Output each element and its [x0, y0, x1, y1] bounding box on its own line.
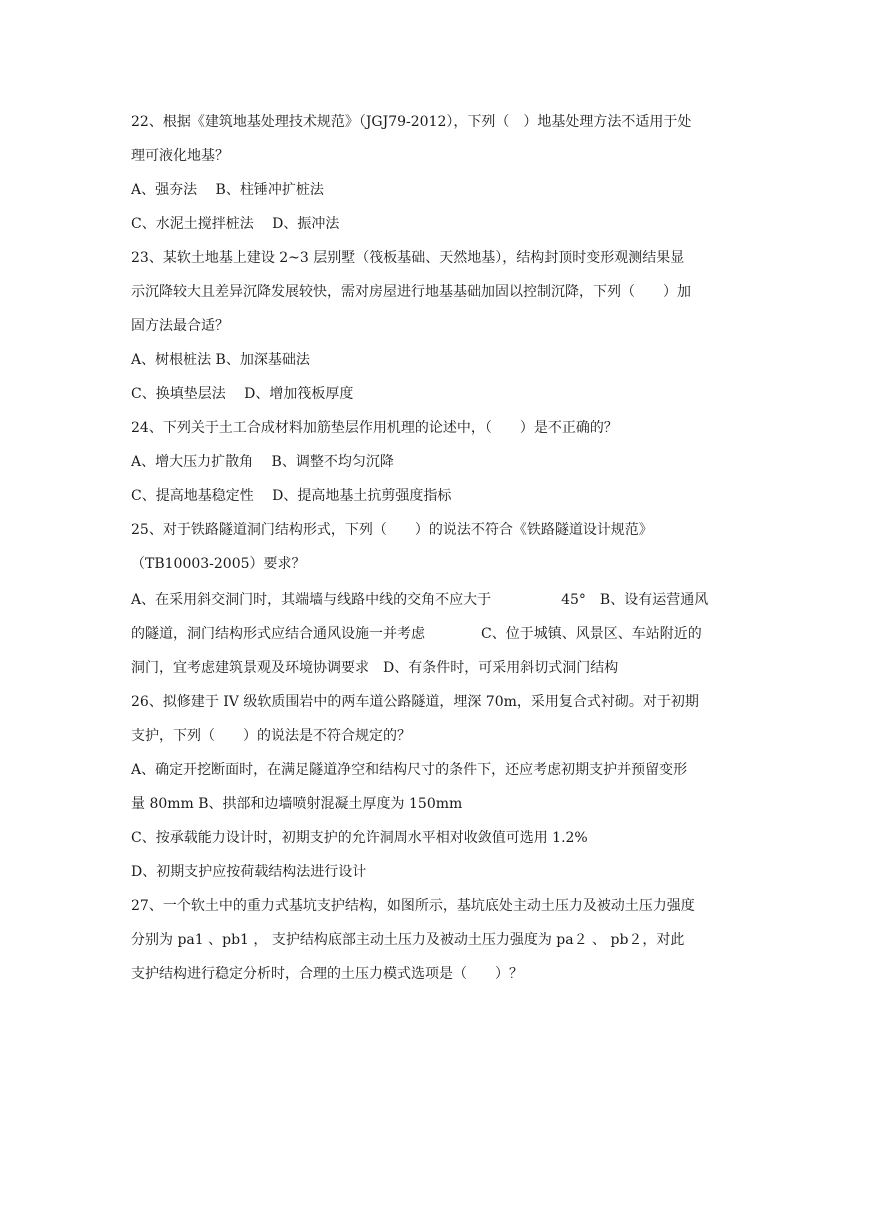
- option-line: D、初期支护应按荷载结构法进行设计: [131, 864, 367, 880]
- option-line: A、在采用斜交洞门时，其端墙与线路中线的交角不应大于 45° B、设有运营通风: [131, 592, 709, 608]
- text-line: 理可液化地基？: [131, 148, 229, 164]
- text-line: 27、一个软土中的重力式基坑支护结构，如图所示，基坑底处主动土压力及被动土压力强度: [131, 898, 695, 914]
- option-line: C、按承载能力设计时，初期支护的允许洞周水平相对收敛值可选用 1.2%: [131, 830, 588, 846]
- text-line: 22、根据《建筑地基处理技术规范》（JGJ79-2012），下列（ ）地基处理方法不适用于处: [131, 114, 692, 130]
- text-line: 25、对于铁路隧道洞门结构形式，下列（ ）的说法不符合《铁路隧道设计规范》: [131, 522, 653, 538]
- option-line: C、换填垫层法 D、增加筏板厚度: [131, 386, 354, 402]
- text-line: 24、下列关于土工合成材料加筋垫层作用机理的论述中，（ ）是不正确的？: [131, 420, 618, 436]
- option-line: A、增大压力扩散角 B、调整不均匀沉降: [131, 454, 394, 470]
- option-line: 量 80mm B、拱部和边墙喷射混凝土厚度为 150mm: [131, 796, 463, 812]
- text-line: 支护结构进行稳定分析时，合理的土压力模式选项是（ ）？: [131, 966, 523, 982]
- text-line: 26、拟修建于 IV 级软质围岩中的两车道公路隧道，埋深 70m，采用复合式衬砌。对于初期: [131, 694, 699, 710]
- text-line: 分别为 pa1 、pb1 ， 支护结构底部主动土压力及被动土压力强度为 pa２ 、 pb２，对此: [131, 932, 685, 948]
- text-line: 示沉降较大且差异沉降发展较快，需对房屋进行地基基础加固以控制沉降，下列（ ）加: [131, 284, 691, 300]
- option-line: 洞门，宜考虑建筑景观及环境协调要求 D、有条件时，可采用斜切式洞门结构: [131, 660, 619, 676]
- text-line: （TB10003-2005）要求？: [131, 556, 306, 572]
- text-line: 固方法最合适？: [131, 318, 229, 334]
- text-line: 支护，下列（ ）的说法是不符合规定的？: [131, 728, 411, 744]
- text-line: 23、某软土地基上建设 2~3 层别墅（筏板基础、天然地基），结构封顶时变形观测结果显: [131, 250, 685, 266]
- option-line: C、水泥土搅拌桩法 D、振冲法: [131, 216, 340, 232]
- option-line: A、确定开挖断面时，在满足隧道净空和结构尺寸的条件下，还应考虑初期支护并预留变形: [131, 762, 688, 778]
- option-line: C、提高地基稳定性 D、提高地基土抗剪强度指标: [131, 488, 452, 504]
- option-line: 的隧道，洞门结构形式应结合通风设施一并考虑 C、位于城镇、风景区、车站附近的: [131, 626, 702, 642]
- option-line: A、强夯法 B、柱锤冲扩桩法: [131, 182, 324, 198]
- option-line: A、树根桩法 B、加深基础法: [131, 352, 310, 368]
